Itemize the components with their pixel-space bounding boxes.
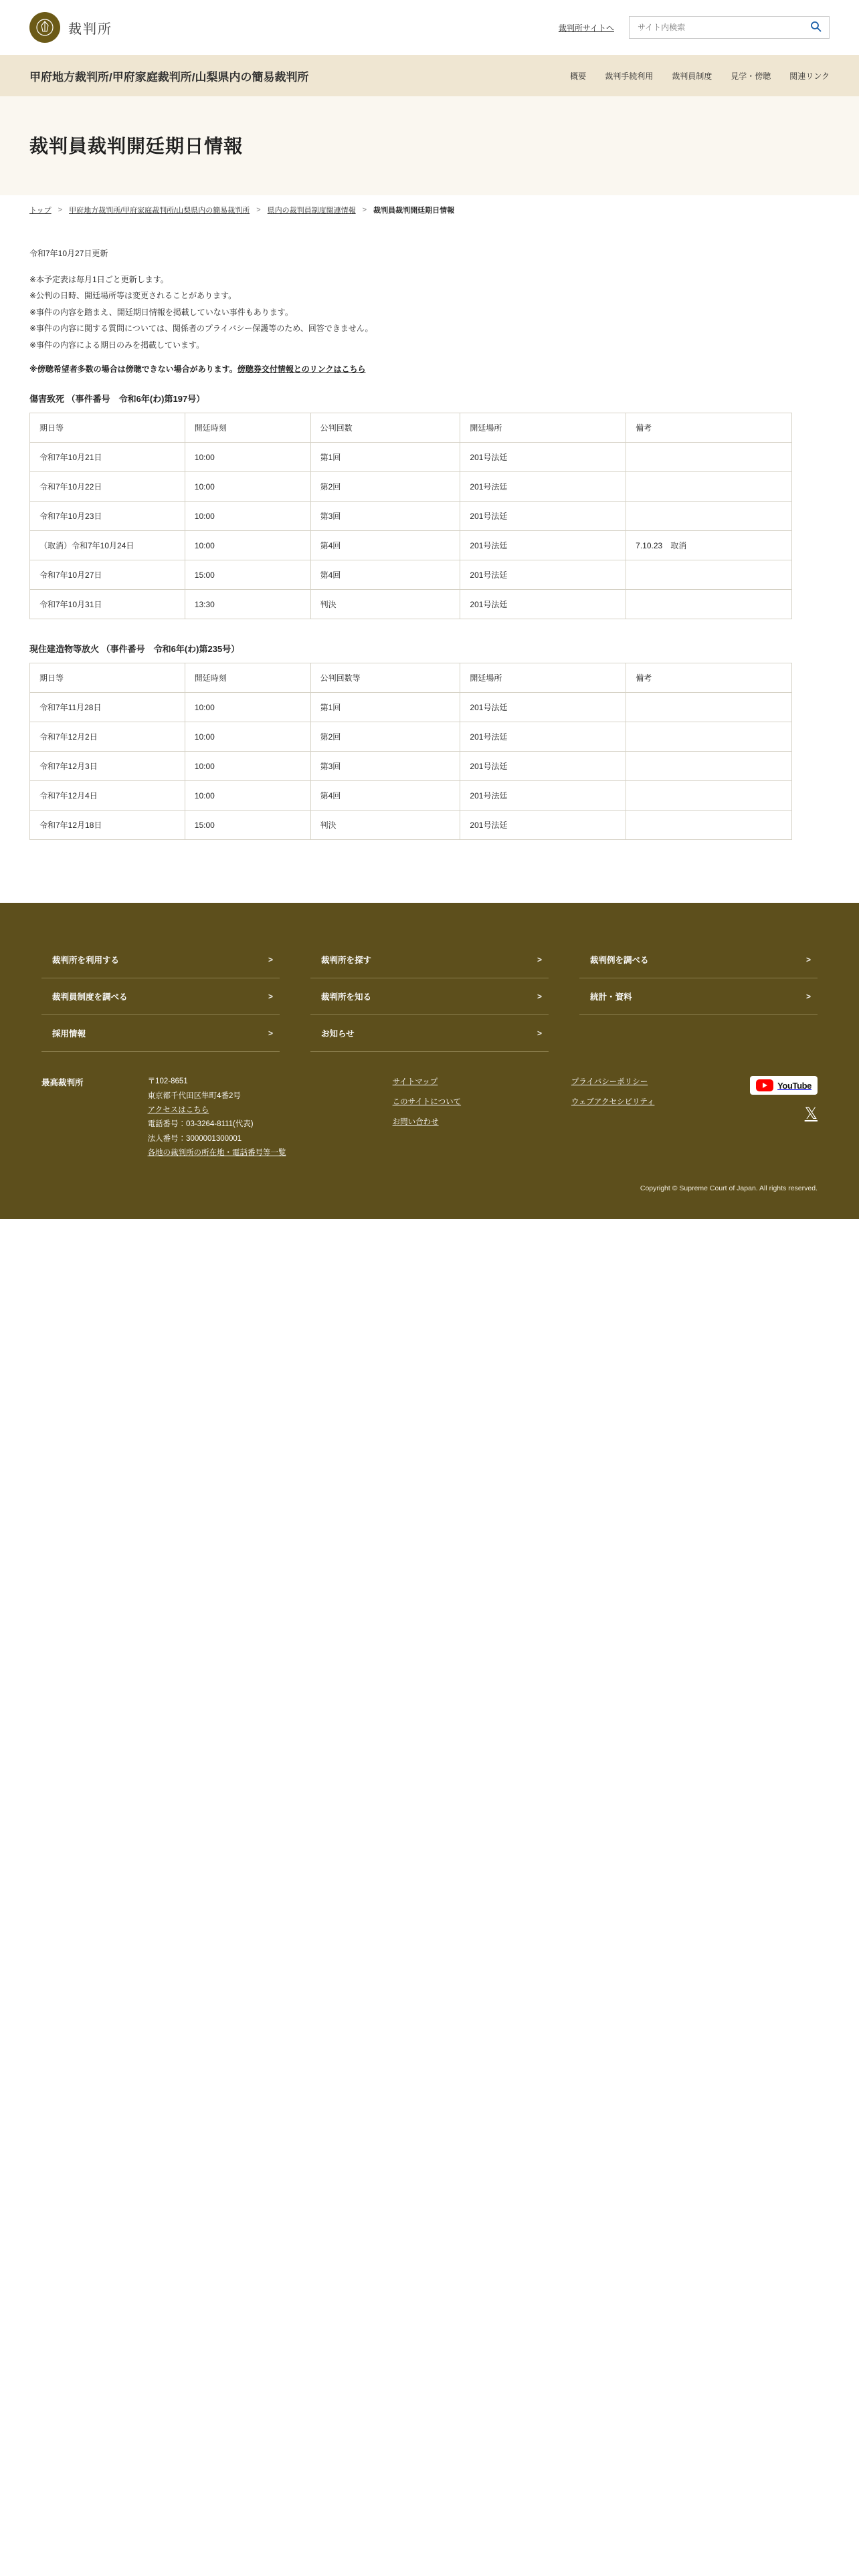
col-header-0: 期日等 <box>30 413 185 443</box>
page-title: 裁判員裁判開廷期日情報 <box>29 135 244 156</box>
footer-sitemap-link[interactable]: サイトマップ <box>392 1078 438 1087</box>
footer-link-label: 統計・資料 <box>590 992 632 1002</box>
table-row <box>30 443 792 472</box>
table-row <box>30 560 792 590</box>
cell-time: 10:00 <box>185 443 310 472</box>
cell-date: 令和7年10月23日 <box>30 502 185 531</box>
x-twitter-icon[interactable]: 𝕏 <box>804 1104 818 1123</box>
footer-link-label: 裁判所を知る <box>321 992 372 1002</box>
youtube-label: YouTube <box>777 1080 812 1091</box>
footer-link-placeholder <box>579 1015 818 1052</box>
cell-date: 令和7年10月21日 <box>30 443 185 472</box>
footer-street: 東京都千代田区隼町4番2号 <box>147 1091 241 1100</box>
table-row <box>30 781 792 811</box>
footer-postal-code: 〒102-8651 <box>147 1077 188 1086</box>
notes-list <box>29 274 830 352</box>
cell-session: 第1回 <box>310 693 460 722</box>
cell-remarks <box>626 811 792 840</box>
main-content <box>0 225 859 903</box>
footer-courts-list-link[interactable]: 各地の裁判所の所在地・電話番号等一覧 <box>147 1148 286 1157</box>
breadcrumb-separator: > <box>256 205 261 214</box>
cell-session: 第4回 <box>310 531 460 560</box>
col-header-3: 開廷場所 <box>460 413 626 443</box>
search-input[interactable] <box>630 17 802 38</box>
chevron-right-icon: > <box>805 955 811 965</box>
footer-link-saiban-in[interactable] <box>41 978 280 1015</box>
note-1: ※公判の日時、開廷場所等は変更されることがあります。 <box>29 291 237 301</box>
chevron-right-icon: > <box>268 992 273 1002</box>
cell-date: 令和7年10月22日 <box>30 472 185 502</box>
table-row <box>30 531 792 560</box>
cell-time: 10:00 <box>185 752 310 781</box>
table-header-row <box>30 663 792 693</box>
breadcrumb-item-2[interactable]: 県内の裁判員制度関連情報 <box>267 206 356 215</box>
cell-time: 10:00 <box>185 693 310 722</box>
cell-remarks: 7.10.23 取消 <box>626 531 792 560</box>
note-3: ※事件の内容に関する質問については、関係者のプライバシー保護等のため、回答できません。 <box>29 324 373 334</box>
footer-corporate-number: 法人番号：3000001300001 <box>147 1134 242 1143</box>
footer-accessibility-link[interactable]: ウェブアクセシビリティ <box>571 1098 655 1107</box>
footer-link-find-court[interactable] <box>310 942 549 978</box>
footer-social <box>750 1075 818 1160</box>
schedule-table-0 <box>29 413 792 619</box>
footer-tel: 電話番号：03-3264-8111(代表) <box>147 1120 254 1129</box>
col-header-3: 開廷場所 <box>460 663 626 693</box>
court-nav-bar <box>0 55 859 96</box>
cell-session: 第1回 <box>310 443 460 472</box>
site-header <box>0 0 859 55</box>
footer-body <box>41 1075 818 1160</box>
col-header-2: 公判回数等 <box>310 663 460 693</box>
cell-remarks <box>626 722 792 752</box>
cell-remarks <box>626 560 792 590</box>
cell-remarks <box>626 472 792 502</box>
site-footer <box>0 903 859 1219</box>
cell-courtroom: 201号法廷 <box>460 531 626 560</box>
cell-remarks <box>626 752 792 781</box>
court-nav-item-2[interactable]: 裁判員制度 <box>672 71 712 81</box>
table-header-row <box>30 413 792 443</box>
court-seal-icon <box>29 12 60 43</box>
attendance-ticket-link[interactable]: 傍聴券交付情報とのリンクはこちら <box>237 364 366 374</box>
youtube-icon <box>756 1079 773 1091</box>
note-2: ※事件の内容を踏まえ、開廷期日情報を掲載していない事件もあります。 <box>29 307 293 317</box>
cell-session: 第3回 <box>310 752 460 781</box>
footer-org-name: 最高裁判所 <box>41 1078 84 1088</box>
table-row <box>30 811 792 840</box>
cell-courtroom: 201号法廷 <box>460 811 626 840</box>
cell-date: 令和7年10月31日 <box>30 590 185 619</box>
footer-link-statistics[interactable] <box>579 978 818 1015</box>
cell-remarks <box>626 443 792 472</box>
footer-address <box>148 1075 366 1160</box>
table-row <box>30 722 792 752</box>
cell-session: 判決 <box>310 590 460 619</box>
col-header-1: 開廷時刻 <box>185 413 310 443</box>
table-row <box>30 502 792 531</box>
chevron-right-icon: > <box>268 1029 273 1039</box>
cell-remarks <box>626 590 792 619</box>
cell-time: 10:00 <box>185 531 310 560</box>
footer-link-label: 裁判例を調べる <box>590 956 649 966</box>
footer-nav-col-2 <box>571 1075 723 1160</box>
footer-link-label: 裁判所を利用する <box>52 956 120 966</box>
breadcrumb <box>0 195 859 225</box>
table-row <box>30 472 792 502</box>
cell-time: 15:00 <box>185 560 310 590</box>
cell-date: 令和7年12月4日 <box>30 781 185 811</box>
cell-time: 15:00 <box>185 811 310 840</box>
cell-courtroom: 201号法廷 <box>460 590 626 619</box>
footer-link-use-court[interactable] <box>41 942 280 978</box>
attendance-notice <box>29 363 830 374</box>
table-row <box>30 693 792 722</box>
footer-link-news[interactable] <box>310 1015 549 1052</box>
cell-courtroom: 201号法廷 <box>460 502 626 531</box>
chevron-right-icon: > <box>805 992 811 1002</box>
cell-courtroom: 201号法廷 <box>460 560 626 590</box>
site-logo-text: 裁判所 <box>68 21 112 37</box>
col-header-1: 開廷時刻 <box>185 663 310 693</box>
cell-session: 第4回 <box>310 781 460 811</box>
site-search[interactable] <box>629 16 830 39</box>
last-updated: 令和7年10月27日更新 <box>29 248 108 258</box>
table-row <box>30 752 792 781</box>
col-header-4: 備考 <box>626 663 792 693</box>
footer-link-case-law[interactable] <box>579 942 818 978</box>
cell-courtroom: 201号法廷 <box>460 752 626 781</box>
site-logo[interactable] <box>29 12 112 43</box>
copyright: Copyright © Supreme Court of Japan. All rights reserved. <box>640 1184 818 1193</box>
court-nav-item-3[interactable]: 見学・傍聴 <box>731 71 771 81</box>
cell-courtroom: 201号法廷 <box>460 722 626 752</box>
cell-session: 第3回 <box>310 502 460 531</box>
case-title-1: 現住建造物等放火 （事件番号 令和6年(わ)第235号） <box>29 644 240 655</box>
breadcrumb-item-current: 裁判員裁判開廷期日情報 <box>373 206 455 215</box>
cell-time: 10:00 <box>185 722 310 752</box>
cell-date: 令和7年12月18日 <box>30 811 185 840</box>
cell-remarks <box>626 502 792 531</box>
court-nav-item-1[interactable]: 裁判手続利用 <box>605 71 654 81</box>
footer-link-label: 裁判所を探す <box>321 956 372 966</box>
chevron-right-icon: > <box>537 1029 542 1039</box>
cell-date: 令和7年10月27日 <box>30 560 185 590</box>
court-nav <box>570 70 830 82</box>
cell-remarks <box>626 693 792 722</box>
search-button[interactable] <box>802 17 829 38</box>
footer-nav-col-1 <box>393 1075 545 1160</box>
cell-time: 10:00 <box>185 781 310 811</box>
footer-link-label: お知らせ <box>321 1029 355 1039</box>
youtube-link[interactable] <box>750 1076 818 1095</box>
cell-time: 13:30 <box>185 590 310 619</box>
case-title-0: 傷害致死 （事件番号 令和6年(わ)第197号） <box>29 394 205 405</box>
footer-access-link[interactable]: アクセスはこちら <box>147 1106 209 1114</box>
breadcrumb-separator: > <box>58 205 63 214</box>
note-0: ※本予定表は毎月1日ごと更新します。 <box>29 274 169 284</box>
cell-courtroom: 201号法廷 <box>460 693 626 722</box>
page-title-band <box>0 96 859 195</box>
chevron-right-icon: > <box>537 992 542 1002</box>
footer-about-link[interactable]: このサイトについて <box>392 1098 462 1107</box>
col-header-4: 備考 <box>626 413 792 443</box>
cell-date: 令和7年11月28日 <box>30 693 185 722</box>
breadcrumb-separator: > <box>362 205 367 214</box>
footer-link-grid <box>41 942 818 1052</box>
cell-courtroom: 201号法廷 <box>460 443 626 472</box>
footer-privacy-link[interactable]: プライバシーポリシー <box>571 1078 648 1087</box>
cell-time: 10:00 <box>185 472 310 502</box>
cell-date: 令和7年12月2日 <box>30 722 185 752</box>
chevron-right-icon: > <box>268 955 273 965</box>
breadcrumb-item-1[interactable]: 甲府地方裁判所/甲府家庭裁判所/山梨県内の簡易裁判所 <box>69 206 250 215</box>
cell-remarks <box>626 781 792 811</box>
chevron-right-icon: > <box>537 955 542 965</box>
footer-contact-link[interactable]: お問い合わせ <box>392 1118 439 1127</box>
court-name: 甲府地方裁判所/甲府家庭裁判所/山梨県内の簡易裁判所 <box>29 70 309 84</box>
cell-courtroom: 201号法廷 <box>460 781 626 811</box>
cell-time: 10:00 <box>185 502 310 531</box>
attendance-notice-text: ※傍聴希望者多数の場合は傍聴できない場合があります。 <box>29 364 237 374</box>
cell-date: （取消）令和7年10月24日 <box>30 531 185 560</box>
court-nav-item-4[interactable]: 関連リンク <box>789 71 830 81</box>
search-icon <box>810 21 822 34</box>
note-4: ※事件の内容による期日のみを掲載しています。 <box>29 340 205 350</box>
schedule-table-1 <box>29 663 792 840</box>
footer-link-label: 裁判員制度を調べる <box>52 992 128 1002</box>
footer-link-label: 採用情報 <box>52 1029 86 1039</box>
cell-session: 第2回 <box>310 472 460 502</box>
cell-session: 第2回 <box>310 722 460 752</box>
col-header-2: 公判回数 <box>310 413 460 443</box>
court-nav-item-0[interactable]: 概要 <box>570 71 587 81</box>
footer-link-recruit[interactable] <box>41 1015 280 1052</box>
cell-session: 第4回 <box>310 560 460 590</box>
footer-link-know-court[interactable] <box>310 978 549 1015</box>
header-right-group <box>559 16 830 39</box>
breadcrumb-item-0[interactable]: トップ <box>29 206 52 215</box>
col-header-0: 期日等 <box>30 663 185 693</box>
cell-courtroom: 201号法廷 <box>460 472 626 502</box>
courts-site-link[interactable]: 裁判所サイトへ <box>558 23 614 33</box>
table-row <box>30 590 792 619</box>
cell-session: 判決 <box>310 811 460 840</box>
cell-date: 令和7年12月3日 <box>30 752 185 781</box>
